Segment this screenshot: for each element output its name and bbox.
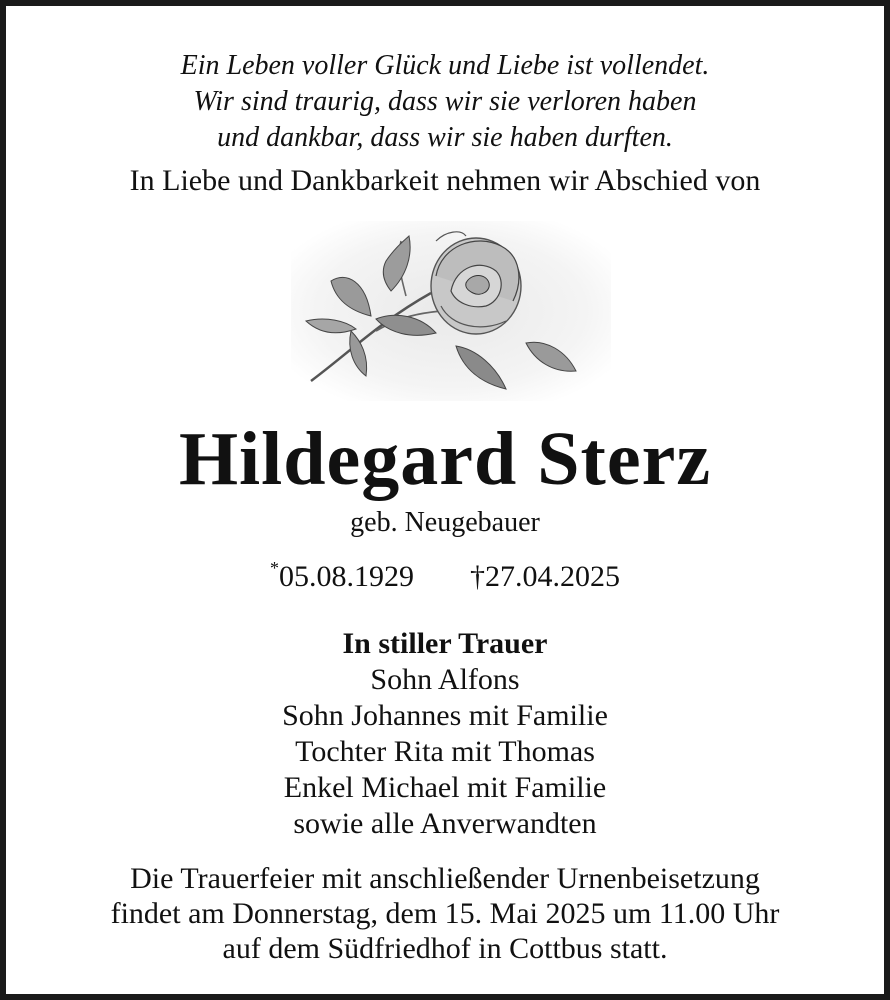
mourner-line: Sohn Johannes mit Familie xyxy=(282,699,608,732)
mourner-line: Enkel Michael mit Familie xyxy=(283,771,607,804)
mourners-block xyxy=(6,626,884,842)
mourner-line: sowie alle Anverwandten xyxy=(293,807,597,840)
intro-line: und dankbar, dass wir sie haben durften. xyxy=(217,122,673,153)
intro-line: Wir sind traurig, dass wir sie verloren haben xyxy=(193,86,697,117)
maiden-name: geb. Neugebauer xyxy=(350,507,540,538)
deceased-name: Hildegard Sterz xyxy=(178,417,712,501)
birth-symbol: * xyxy=(270,558,279,578)
mourners-heading: In stiller Trauer xyxy=(342,627,548,660)
intro-line: Ein Leben voller Glück und Liebe ist vollendet. xyxy=(180,50,710,81)
ceremony-line: auf dem Südfriedhof in Cottbus statt. xyxy=(222,932,668,965)
birth-date: 05.08.1929 xyxy=(279,560,414,593)
lead-text: In Liebe und Dankbarkeit nehmen wir Abschied von xyxy=(129,164,761,197)
intro-verse xyxy=(6,48,884,156)
death-date: 27.04.2025 xyxy=(485,560,620,593)
rose-icon xyxy=(291,221,611,401)
ceremony-line: findet am Donnerstag, dem 15. Mai 2025 um 11.00 Uhr xyxy=(110,897,780,930)
ceremony-info xyxy=(6,861,884,966)
life-dates xyxy=(6,548,884,597)
ceremony-line: Die Trauerfeier mit anschließender Urnenbeisetzung xyxy=(130,862,760,895)
mourner-line: Sohn Alfons xyxy=(370,663,520,696)
mourner-line: Tochter Rita mit Thomas xyxy=(295,735,595,768)
death-symbol: † xyxy=(470,560,485,593)
